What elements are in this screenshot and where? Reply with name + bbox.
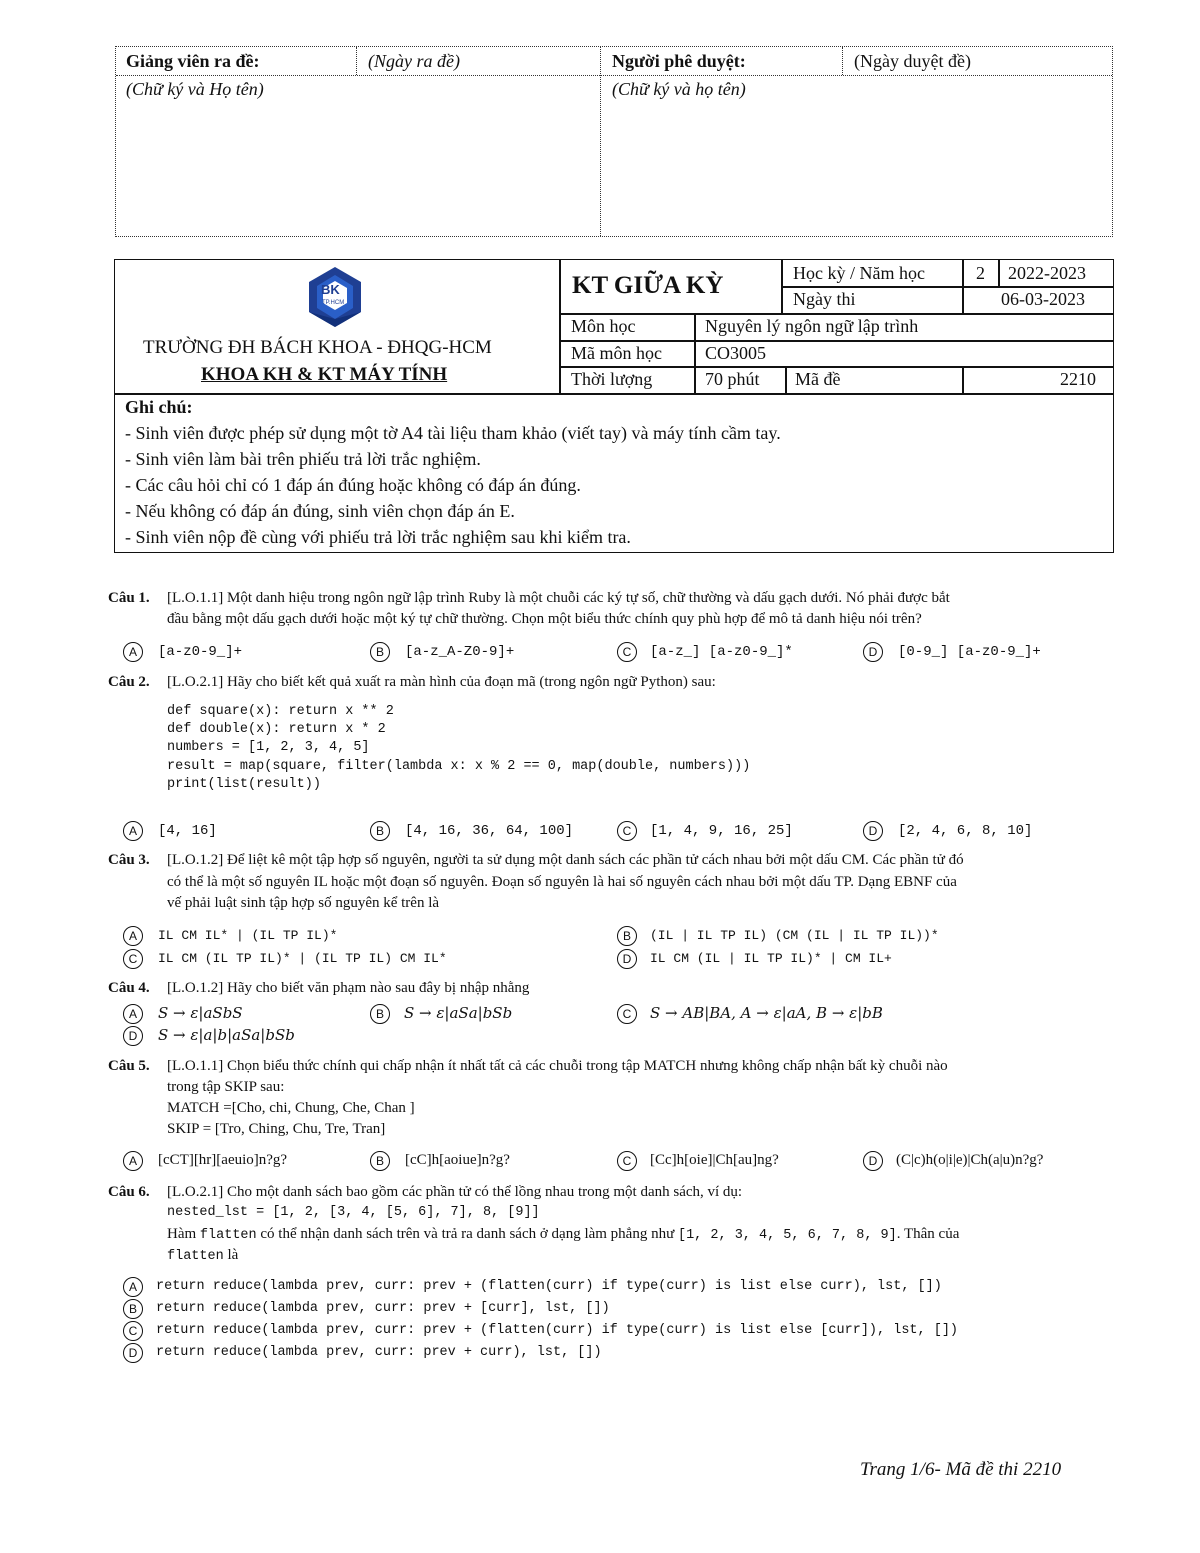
note-item: - Sinh viên nộp đề cùng với phiếu trả lời trắc nghiệm sau khi kiểm tra. [125,527,631,547]
option-a-bubble[interactable]: A [123,1277,143,1297]
option-b-bubble[interactable]: B [370,821,390,841]
approval-box [115,46,1113,237]
option-b-bubble[interactable]: B [370,642,390,662]
table-rule [785,366,787,394]
q1-option-d: [0-9_] [a-z0-9_]+ [898,644,1041,660]
question-text: [L.O.1.1] Chọn biểu thức chính qui chấp nhận ít nhất tất cả các chuỗi trong tập MATCH nhưng không chấp nhận bất kỳ chuỗi nào [167,1058,948,1074]
option-c-bubble[interactable]: C [123,949,143,969]
q4-option-a: S → ε|aSbS [158,1004,243,1022]
lecturer-label: Giảng viên ra đề: [126,51,260,71]
text-fragment: là [227,1247,239,1263]
q6-option-d: return reduce(lambda prev, curr: prev + curr), lst, []) [156,1345,602,1360]
text-fragment: Hàm [167,1226,197,1242]
code-line: result = map(square, filter(lambda x: x % 2 == 0, map(double, numbers))) [167,759,751,774]
function-name: flatten [167,1249,224,1264]
table-rule [998,260,1000,287]
date-value: 06-03-2023 [1001,289,1085,309]
exam-title: KT GIỮA KỲ [572,272,724,299]
table-rule [559,366,1113,368]
lecturer-date: (Ngày ra đề) [368,51,460,71]
table-rule [781,286,1113,288]
approver-date: (Ngày duyệt đề) [854,51,971,71]
question-number: Câu 6. [108,1184,150,1200]
question-number: Câu 5. [108,1058,150,1074]
option-a-bubble[interactable]: A [123,1004,143,1024]
q5-option-d: (C|c)h(o|i|e)|Ch(a|u)n?g? [896,1152,1044,1168]
option-c-bubble[interactable]: C [617,1151,637,1171]
question-number: Câu 4. [108,980,150,996]
q5-option-b: [cC]h[aoiue]n?g? [405,1152,510,1168]
option-c-bubble[interactable]: C [617,642,637,662]
q3-option-c: IL CM (IL TP IL)* | (IL TP IL) CM IL* [158,951,447,966]
option-a-bubble[interactable]: A [123,821,143,841]
option-d-bubble[interactable]: D [123,1026,143,1046]
university-logo [303,265,367,329]
nested-list-example: nested_lst = [1, 2, [3, 4, [5, 6], 7], 8, [9]] [167,1205,540,1220]
subject-label: Môn học [571,316,636,336]
question-text: có thể là một số nguyên IL hoặc một đoạn số nguyên. Đoạn số nguyên là hai số nguyên cách nhau bởi một dấu TP. Dạng EBNF của [167,874,957,890]
option-b-bubble[interactable]: B [370,1004,390,1024]
q4-option-b: S → ε|aSa|bSb [404,1004,513,1022]
option-d-bubble[interactable]: D [863,821,883,841]
table-rule [962,366,964,394]
question-number: Câu 1. [108,590,150,606]
question-text [167,1224,959,1246]
question-text: vế phải luật sinh tập hợp số nguyên kể trên là [167,895,440,911]
note-item: - Nếu không có đáp án đúng, sinh viên chọn đáp án E. [125,501,515,521]
q3-option-a: IL CM IL* | (IL TP IL)* [158,928,338,943]
q3-option-b: (IL | IL TP IL) (CM (IL | IL TP IL))* [650,928,939,943]
semester-label: Học kỳ / Năm học [793,263,925,283]
q2-option-b: [4, 16, 36, 64, 100] [405,823,574,839]
page-footer: Trang 1/6- Mã đề thi 2210 [860,1459,1062,1480]
approver-label: Người phê duyệt: [612,51,746,71]
function-name: flatten [199,1228,257,1243]
question-text: trong tập SKIP sau: [167,1079,285,1095]
year-value: 2022-2023 [1008,263,1086,283]
option-d-bubble[interactable]: D [123,1343,143,1363]
university-name: TRƯỜNG ĐH BÁCH KHOA - ĐHQG-HCM [143,337,492,358]
exam-header [114,259,1114,553]
note-item: - Các câu hỏi chỉ có 1 đáp án đúng hoặc không có đáp án đúng. [125,475,581,495]
exam-code-label: Mã đề [795,369,841,389]
approval-divider [356,47,357,75]
question-text: [L.O.1.2] Để liệt kê một tập hợp số nguyên, người ta sử dụng một danh sách các phần tử cách nhau bởi một dấu CM. Các phần tử đó [167,852,964,868]
option-c-bubble[interactable]: C [617,1004,637,1024]
option-a-bubble[interactable]: A [123,642,143,662]
table-rule [694,313,696,394]
option-c-bubble[interactable]: C [123,1321,143,1341]
notes-title: Ghi chú: [125,397,193,417]
text-fragment: . Thân của [896,1226,960,1242]
q2-option-a: [4, 16] [158,823,217,839]
option-b-bubble[interactable]: B [370,1151,390,1171]
question-text: [L.O.2.1] Hãy cho biết kết quả xuất ra màn hình của đoạn mã (trong ngôn ngữ Python) sau: [167,674,716,690]
q1-option-b: [a-z_A-Z0-9]+ [405,644,515,660]
q1-option-a: [a-z0-9_]+ [158,644,243,660]
option-d-bubble[interactable]: D [617,949,637,969]
option-d-bubble[interactable]: D [863,1151,883,1171]
q3-option-d: IL CM (IL | IL TP IL)* | CM IL+ [650,951,892,966]
logo-subtext: TP.HCM [322,300,345,306]
question-text: đầu bằng một dấu gạch dưới hoặc một ký tự chữ thường. Chọn một biểu thức chính quy phù hợp để mô tả danh hiệu nói trên? [167,611,922,627]
option-b-bubble[interactable]: B [123,1299,143,1319]
note-item: - Sinh viên làm bài trên phiếu trả lời trắc nghiệm. [125,449,481,469]
q2-option-d: [2, 4, 6, 8, 10] [898,823,1033,839]
q6-option-a: return reduce(lambda prev, curr: prev + (flatten(curr) if type(curr) is list else curr), lst, []) [156,1279,942,1294]
approval-divider [116,75,1112,76]
table-rule [559,260,561,394]
q6-option-c: return reduce(lambda prev, curr: prev + (flatten(curr) if type(curr) is list else [curr]), lst, []) [156,1323,959,1338]
note-item: - Sinh viên được phép sử dụng một tờ A4 tài liệu tham khảo (viết tay) và máy tính cầm tay. [125,423,781,443]
logo-text: BK [321,282,340,297]
question-text [167,1245,238,1267]
approval-divider [600,47,601,236]
table-rule [559,313,1113,315]
q5-option-a: [cCT][hr][aeuio]n?g? [158,1152,288,1168]
question-number: Câu 3. [108,852,150,868]
q4-option-d: S → ε|a|b|aSa|bSb [158,1026,295,1044]
q5-option-c: [Cc]h[oie]|Ch[au]ng? [650,1152,779,1168]
q6-option-b: return reduce(lambda prev, curr: prev + [curr], lst, []) [156,1301,610,1316]
approver-signature: (Chữ ký và họ tên) [612,79,746,99]
q4-option-c: S → AB|BA, A → ε|aA, B → ε|bB [650,1004,883,1022]
course-code-value: CO3005 [705,343,767,363]
question-text: [L.O.2.1] Cho một danh sách bao gồm các phần tử có thể lồng nhau trong một danh sách, ví dụ: [167,1184,743,1200]
q1-option-c: [a-z_] [a-z0-9_]* [650,644,793,660]
option-a-bubble[interactable]: A [123,1151,143,1171]
date-label: Ngày thi [793,289,856,309]
option-d-bubble[interactable]: D [863,642,883,662]
approval-divider [842,47,843,75]
option-c-bubble[interactable]: C [617,821,637,841]
subject-value: Nguyên lý ngôn ngữ lập trình [705,316,919,336]
question-number: Câu 2. [108,674,150,690]
exam-code-value: 2210 [1060,369,1096,389]
course-code-label: Mã môn học [571,343,662,363]
code-line: print(list(result)) [167,777,321,792]
code-line: def double(x): return x * 2 [167,722,386,737]
q2-option-c: [1, 4, 9, 16, 25] [650,823,793,839]
code-line: numbers = [1, 2, 3, 4, 5] [167,740,370,755]
question-text: [L.O.1.2] Hãy cho biết văn phạm nào sau đây bị nhập nhằng [167,980,530,996]
duration-value: 70 phút [705,369,760,389]
option-a-bubble[interactable]: A [123,926,143,946]
option-b-bubble[interactable]: B [617,926,637,946]
match-set: MATCH =[Cho, chi, Chung, Che, Chan ] [167,1100,415,1116]
flattened-list: [1, 2, 3, 4, 5, 6, 7, 8, 9] [677,1228,897,1243]
lecturer-signature: (Chữ ký và Họ tên) [126,79,264,99]
duration-label: Thời lượng [571,369,653,389]
question-text: [L.O.1.1] Một danh hiệu trong ngôn ngữ lập trình Ruby là một chuỗi các ký tự số, chữ thường và dấu gạch dưới. Nó phải được bắt [167,590,950,606]
text-fragment: có thể nhận danh sách trên và trả ra danh sách ở dạng làm phẳng như [260,1226,675,1242]
semester-value: 2 [976,263,985,283]
skip-set: SKIP = [Tro, Ching, Chu, Tre, Tran] [167,1121,386,1137]
code-line: def square(x): return x ** 2 [167,704,394,719]
table-rule [559,340,1113,342]
faculty-name: KHOA KH & KT MÁY TÍNH [201,364,448,385]
